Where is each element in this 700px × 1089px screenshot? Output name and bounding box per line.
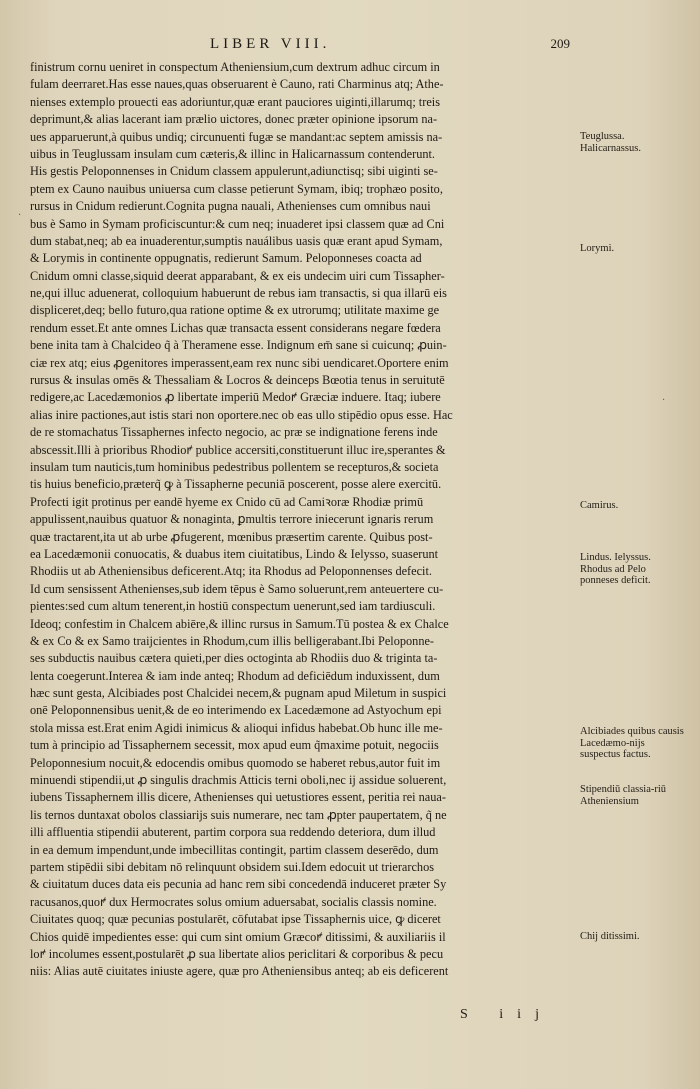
text-line: finistrum cornu ueniret in conspectum Atheniensium,cum dextrum adhuc circum in (30, 60, 440, 74)
marginal-note-lorymi: Lorymi. (580, 243, 615, 254)
running-head (0, 34, 700, 56)
text-line: loꝵ incolumes essent,postularēt ꝓ sua libertate alios periclitari & corporibus & pecu (30, 946, 444, 961)
text-line: minuendi stipendii,ut ꝓ singulis drachmis Atticis terni oboli,nec ij assidue soluerent, (30, 773, 447, 788)
text-line: bene inita tam à Chalcideo q̃ à Theramene esse. Indignum em̄ sane si cuicunq; ꝓuin- (30, 338, 447, 353)
text-line: bus è Samo in Symam proficiscuntur:& cum neq; inuaderet ipsi classem quæ ad Cni (30, 216, 445, 231)
marginal-note-alcibiades: Alcibiades quibus causis Lacedæmo-nijs suspectus factus. (580, 726, 684, 760)
text-line: onē Peloponnensibus uenit,& de eo interimendo ex Lacedæmone ad Astyochum epi (30, 703, 442, 718)
text-line: displiceret,deq; bello futuro,qua ratione optime & ex utrorumq; utilitate maxime ge (30, 303, 440, 318)
text-line: Rhodiis ut ab Atheniensibus deficerent.Atq; ita Rhodus ad Peloponnenses defecit. (30, 564, 432, 579)
text-line: pientes:sed cum altum tenerent,in hostiū conspectum uenerunt,sed iam tardiusculi. (30, 599, 436, 614)
text-line: Ciuitates quoq; quæ pecunias postularēt, cōfutabat ipse Tissaphernis uice, ꝙ diceret (30, 912, 441, 927)
text-line: redigere,ac Lacedæmonios ꝓ libertate imperiū Medoꝵ Græciæ induere. Itaq; iubere (30, 390, 441, 405)
margin-mark: · (662, 395, 666, 406)
text-line: Ideoq; confestim in Chalcem abiēre,& illinc rursus in Samum.Tū postea & ex Chalce (30, 616, 449, 631)
running-title: LIBER VIII. (210, 36, 331, 52)
body-text (30, 59, 578, 981)
text-line: lis ternos duntaxat obolos classiarijs suis numerare, nec tam ꝓpter paupertatem, q̃ ne (30, 807, 447, 822)
text-line: dum stabat,neq; ab ea inuaderentur,sumptis nauálibus uasis quæ erant apud Symam, (30, 233, 443, 248)
marginal-note-rhodus: Lindus. Ielyssus. Rhodus ad Pelo ponneses deficit. (580, 552, 651, 586)
text-line: ea Lacedæmonii conuocatis, & duabus item ciuitatibus, Lindo & Ielysso, suaserunt (30, 546, 439, 561)
text-line: appulissent,nauibus quatuor & nonaginta, ꝑmultis terrore iniecerunt ignaris rerum (30, 512, 434, 527)
text-line: nienses extemplo prouecti eas adoriuntur,quæ erant pauciores uiginti,illarumq; treis (30, 94, 440, 109)
text-line: lenta coegerunt.Interea & iam inde anteq; Rhodum ad deficiēdum induxissent, dum (30, 668, 440, 683)
text-line: ptem ex Cauno nauibus uniuersa cum classe petierunt Symam, ibiq; trophæo posito, (30, 181, 443, 196)
signature-mark: S iij (460, 1007, 553, 1022)
text-line: Peloponnesium nocuit,& edocendis omibus quomodo se haberet rebus,autor fuit im (30, 755, 441, 770)
text-line: Chios quidē impedientes esse: qui cum sint omium Græcoꝵ ditissimi, & auxiliariis il (30, 929, 446, 944)
text-line: Profecti igit protinus per eandē hyeme ex Cnido cū ad Camiꝛoræ Rhodiæ primū (30, 494, 424, 509)
text-line: niis: Alias autē ciuitates iniuste agere, quæ pro Atheniensibus anteq; ab eis deficerent (30, 964, 449, 979)
text-line: alias inire pactiones,aut istis stari non oportere.nec ob eas ullo stipēdio opus esse. Hac (30, 407, 453, 422)
text-line: & ex Co & ex Samo traijcientes in Rhodum,cum illis belligerabant.Ibi Peloponne- (30, 633, 435, 648)
page-number: 209 (550, 36, 570, 51)
text-line: & Lorymis in continente oppugnatis, redierunt Samum. Peloponneses coacta ad (30, 251, 422, 266)
marginal-note-teuglussa: Teuglussa. Halicarnassus. (580, 131, 641, 154)
text-line: Cnidum omni classe,siquid deerat apparabant, & ex eis undecim uiri cum Tissapher- (30, 268, 445, 283)
text-line: ne,qui illuc aduenerat, colloquium habuerunt de rebus iam transactis, si qua illarū eis (30, 286, 447, 301)
margin-mark: · (18, 210, 22, 221)
text-line: rendum esset.Et ante omnes Lichas quæ transacta essent considerans negare fœdera (30, 320, 441, 335)
text-line: & ciuitatum duces data eis pecunia ad hanc rem sibi concedendā induceret præter Sy (30, 877, 447, 892)
marginal-note-chij: Chij ditissimi. (580, 931, 640, 942)
text-line: iubens Tissaphernem illis dicere, Athenienses qui uetustiores essent, peritia rei naua- (30, 790, 446, 805)
text-line: quæ tractarent,ita ut ab urbe ꝓfugerent, mœnibus præsertim carente. Quibus post- (30, 529, 433, 544)
text-line: fulam deerraret.Has esse naues,quas obseruarent è Cauno, rati Charminus atq; Athe- (30, 77, 444, 92)
text-line: ses subductis nauibus cætera quieti,per dies octoginta ab Rhodiis duo & triginta ta- (30, 651, 438, 666)
text-line: hæc sunt gesta, Alcibiades post Chalcidei necem,& pugnam apud Miletum in suspici (30, 686, 447, 701)
text-line: in ea demum impendunt,unde imbecillitas contingit, partim classem deserēdo, dum (30, 842, 439, 857)
text-line: ues apparuerunt,à quibus undiq; circunuenti fugæ se mandant:ac septem amissis na- (30, 129, 443, 144)
text-line: Id cum sensissent Athenienses,sub idem tēpus è Samo soluerunt,rem anteuertere cu- (30, 581, 444, 596)
text-line: tum à principio ad Tissaphernem secessit, mox apud eum q̃maxime potuit, negociis (30, 738, 439, 753)
text-line: His gestis Peloponnenses in Cnidum classem appulerunt,adiunctisq; sibi uiginti se- (30, 164, 438, 179)
text-line: racusanos,quoꝵ dux Hermocrates solus omium aduersabat, socialis classis nomine. (30, 894, 437, 909)
text-line: abscessit.Illi à prioribus Rhodioꝵ publice accersiti,constituerunt illuc ire,sperantes & (30, 442, 446, 457)
text-line: illi affluentia stipendii abuterent, partim corpora sua reddendo deteriora, dum illud (30, 825, 436, 840)
text-line: deprimunt,& alias lacerant iam prælio uictores, donec præter opinione ipsorum na- (30, 112, 438, 127)
text-line: stola missa est.Erat enim Agidi inimicus & alioqui infidus habebat.Ob hunc ille me- (30, 720, 443, 735)
text-line: partem stipēdii sibi debitam nō relinquunt obsidem sui.Idem edocuit ut trierarchos (30, 859, 435, 874)
text-line: de re stomachatus Tissaphernes infecto negocio, ac præ se indignatione ferens inde (30, 425, 438, 440)
text-line: tis huius beneficio,præterq̃ ꝙ à Tissapherne pecuniā poscerent, posse alere exercitū. (30, 477, 442, 492)
text-line: insulam tum nauticis,tum hominibus pedestribus pollentem se recepturos,& societa (30, 459, 439, 474)
text-line: uibus in Teuglussam insulam cum cæteris,& illinc in Halicarnassum contenderunt. (30, 146, 435, 161)
marginal-note-stipendium: Stipendiū classia-riū Atheniensium (580, 784, 667, 807)
text-line: rursus in Cnidum redierunt.Cognita pugna nauali, Athenienses cum omnibus naui (30, 199, 431, 214)
text-line: rursus & insulas omēs & Thessaliam & Locros & deinceps Bœotia tenus in seruitutē (30, 373, 445, 388)
marginal-note-camirus: Camirus. (580, 500, 619, 511)
text-line: ciæ rex atq; eius ꝓgenitores imperassent,eam rex nunc sibi uendicaret.Oportere enim (30, 355, 449, 370)
